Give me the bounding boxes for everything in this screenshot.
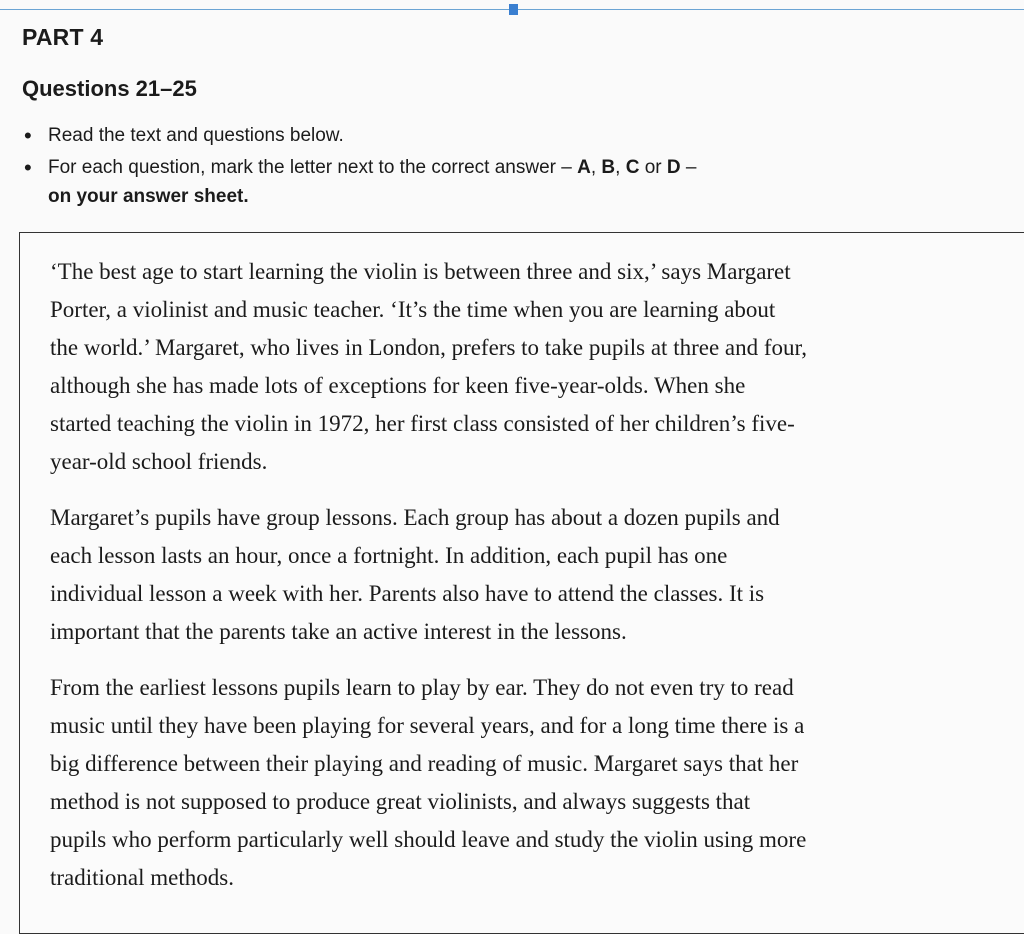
instruction-text: For each question, mark the letter next to the correct answer – <box>48 157 578 178</box>
reading-passage <box>19 232 1024 934</box>
instructions-list <box>22 120 1002 213</box>
answer-letter-c: C <box>625 157 640 178</box>
part-title: PART 4 <box>22 24 104 50</box>
passage-line: Margaret’s pupils have group lessons. Each group has about a dozen pupils and <box>50 505 780 530</box>
bullet-icon: • <box>24 155 32 180</box>
passage-line: year-old school friends. <box>50 449 268 474</box>
passage-paragraph <box>50 499 1002 651</box>
passage-line: important that the parents take an active interest in the lessons. <box>50 619 627 644</box>
instruction-item <box>22 152 1002 213</box>
passage-line: traditional methods. <box>50 865 234 890</box>
answer-letter-b: B <box>601 157 616 178</box>
separator: , <box>615 157 626 178</box>
passage-line: although she has made lots of exceptions for keen five-year-olds. When she <box>50 373 746 398</box>
instruction-answer-sheet: on your answer sheet. <box>48 186 249 207</box>
passage-line: pupils who perform particularly well should leave and study the violin using more <box>50 827 807 852</box>
resize-handle[interactable] <box>509 4 518 15</box>
passage-line: started teaching the violin in 1972, her first class consisted of her children’s five- <box>50 411 795 436</box>
passage-line: each lesson lasts an hour, once a fortnight. In addition, each pupil has one <box>50 543 728 568</box>
passage-line: Porter, a violinist and music teacher. ‘It’s the time when you are learning about <box>50 297 776 322</box>
passage-line: the world.’ Margaret, who lives in London, prefers to take pupils at three and four, <box>50 335 808 360</box>
or-word: or <box>639 157 667 178</box>
separator: , <box>590 157 602 178</box>
passage-line: music until they have been playing for several years, and for a long time there is a <box>50 713 805 738</box>
passage-line: individual lesson a week with her. Parents also have to attend the classes. It is <box>50 581 765 606</box>
instruction-text: Read the text and questions below. <box>48 125 344 146</box>
passage-paragraph <box>50 253 1002 481</box>
passage-paragraph <box>50 669 1002 897</box>
questions-heading: Questions 21–25 <box>22 76 197 101</box>
passage-line: From the earliest lessons pupils learn to play by ear. They do not even try to read <box>50 675 794 700</box>
instruction-item <box>22 120 1002 152</box>
passage-line: method is not supposed to produce great violinists, and always suggests that <box>50 789 751 814</box>
answer-letter-a: A <box>577 157 591 178</box>
bullet-icon: • <box>24 123 32 148</box>
dash: – <box>680 157 697 178</box>
answer-letter-d: D <box>666 157 681 178</box>
passage-line: big difference between their playing and reading of music. Margaret says that her <box>50 751 799 776</box>
passage-line: ‘The best age to start learning the violin is between three and six,’ says Margaret <box>50 259 791 284</box>
